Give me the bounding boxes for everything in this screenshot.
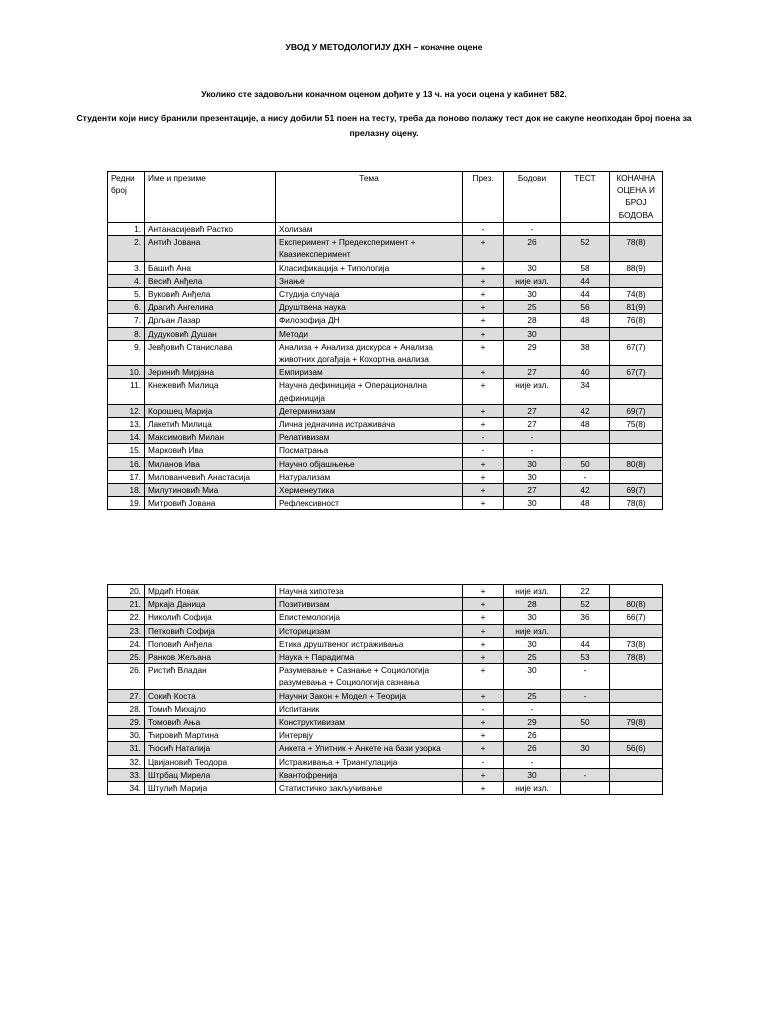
topic-cell: Натурализам bbox=[276, 470, 463, 483]
topic-cell: Филозофија ДН bbox=[276, 314, 463, 327]
topic-cell: Историцизам bbox=[276, 624, 463, 637]
presentation-mark: + bbox=[463, 664, 504, 689]
test-score: 58 bbox=[561, 261, 610, 274]
col-header-final: КОНАЧНА ОЦЕНА И БРОЈ БОДОВА bbox=[610, 172, 663, 223]
final-grade: 66(7) bbox=[610, 611, 663, 624]
row-number: 16. bbox=[108, 457, 145, 470]
points-value: 30 bbox=[504, 457, 561, 470]
points-value: 30 bbox=[504, 611, 561, 624]
student-name: Антић Јована bbox=[145, 236, 276, 261]
test-score: - bbox=[561, 664, 610, 689]
table-row bbox=[108, 742, 663, 755]
table-row bbox=[108, 689, 663, 702]
student-name: Штрбац Мирела bbox=[145, 768, 276, 781]
student-name: Марковић Ива bbox=[145, 444, 276, 457]
student-name: Вуковић Анђела bbox=[145, 288, 276, 301]
test-score: 52 bbox=[561, 598, 610, 611]
presentation-mark: + bbox=[463, 301, 504, 314]
presentation-mark: - bbox=[463, 444, 504, 457]
grades-table-2-body bbox=[108, 585, 663, 795]
student-name: Томовић Ања bbox=[145, 716, 276, 729]
table-row bbox=[108, 366, 663, 379]
student-name: Ристић Владан bbox=[145, 664, 276, 689]
points-value: - bbox=[504, 444, 561, 457]
row-number: 7. bbox=[108, 314, 145, 327]
presentation-mark: + bbox=[463, 585, 504, 598]
table-row bbox=[108, 274, 663, 287]
row-number: 1. bbox=[108, 223, 145, 236]
points-value: 30 bbox=[504, 288, 561, 301]
test-score bbox=[561, 223, 610, 236]
final-grade bbox=[610, 768, 663, 781]
test-score: 56 bbox=[561, 301, 610, 314]
final-grade bbox=[610, 664, 663, 689]
presentation-mark: + bbox=[463, 457, 504, 470]
row-number: 24. bbox=[108, 637, 145, 650]
presentation-mark: + bbox=[463, 742, 504, 755]
points-value: - bbox=[504, 223, 561, 236]
topic-cell: Посматрања bbox=[276, 444, 463, 457]
topic-cell: Класификација + Типологија bbox=[276, 261, 463, 274]
points-value: 27 bbox=[504, 366, 561, 379]
topic-cell: Друштвена наука bbox=[276, 301, 463, 314]
points-value: - bbox=[504, 755, 561, 768]
student-name: Јевђовић Станислава bbox=[145, 340, 276, 365]
test-score: 42 bbox=[561, 404, 610, 417]
topic-cell: Научна хипотеза bbox=[276, 585, 463, 598]
table-row bbox=[108, 664, 663, 689]
student-name: Петковић Софија bbox=[145, 624, 276, 637]
student-name: Јеринић Мирјана bbox=[145, 366, 276, 379]
topic-cell: Наука + Парадигма bbox=[276, 651, 463, 664]
final-grade bbox=[610, 624, 663, 637]
final-grade bbox=[610, 431, 663, 444]
table-header-row bbox=[108, 172, 663, 223]
final-grade: 67(7) bbox=[610, 340, 663, 365]
topic-cell: Анализа + Анализа дискурса + Анализа животних догађаја + Кохортна анализа bbox=[276, 340, 463, 365]
row-number: 6. bbox=[108, 301, 145, 314]
topic-cell: Лична једначина истраживача bbox=[276, 418, 463, 431]
final-grade bbox=[610, 782, 663, 795]
test-score: - bbox=[561, 470, 610, 483]
grades-table-1-body bbox=[108, 223, 663, 510]
test-score: - bbox=[561, 689, 610, 702]
row-number: 28. bbox=[108, 702, 145, 715]
student-name: Милутиновић Миа bbox=[145, 484, 276, 497]
points-value: 30 bbox=[504, 768, 561, 781]
points-value: 25 bbox=[504, 689, 561, 702]
presentation-mark: - bbox=[463, 431, 504, 444]
test-score bbox=[561, 431, 610, 444]
topic-cell: Детерминизам bbox=[276, 404, 463, 417]
student-name: Николић Софија bbox=[145, 611, 276, 624]
student-name: Корошец Марија bbox=[145, 404, 276, 417]
presentation-mark: + bbox=[463, 624, 504, 637]
points-value: 30 bbox=[504, 261, 561, 274]
topic-cell: Етика друштвеног истраживања bbox=[276, 637, 463, 650]
final-grade bbox=[610, 379, 663, 404]
topic-cell: Студија случаја bbox=[276, 288, 463, 301]
table-row bbox=[108, 223, 663, 236]
points-value: 26 bbox=[504, 236, 561, 261]
topic-cell: Анкета + Упитник + Анкете на бази узорка bbox=[276, 742, 463, 755]
table-row bbox=[108, 497, 663, 510]
final-grade: 67(7) bbox=[610, 366, 663, 379]
presentation-mark: + bbox=[463, 611, 504, 624]
col-header-presentation: През. bbox=[463, 172, 504, 223]
points-value: 27 bbox=[504, 418, 561, 431]
student-name: Штулић Марија bbox=[145, 782, 276, 795]
table-row bbox=[108, 404, 663, 417]
final-grade: 74(8) bbox=[610, 288, 663, 301]
test-score: - bbox=[561, 768, 610, 781]
final-grade bbox=[610, 702, 663, 715]
presentation-mark: - bbox=[463, 702, 504, 715]
presentation-mark: + bbox=[463, 484, 504, 497]
table-row bbox=[108, 637, 663, 650]
row-number: 17. bbox=[108, 470, 145, 483]
final-grade bbox=[610, 223, 663, 236]
points-value: 26 bbox=[504, 729, 561, 742]
row-number: 34. bbox=[108, 782, 145, 795]
row-number: 23. bbox=[108, 624, 145, 637]
col-header-number: Редни број bbox=[108, 172, 145, 223]
final-grade: 81(9) bbox=[610, 301, 663, 314]
row-number: 22. bbox=[108, 611, 145, 624]
table-row bbox=[108, 585, 663, 598]
points-value: 30 bbox=[504, 637, 561, 650]
points-value: 29 bbox=[504, 716, 561, 729]
final-grade: 69(7) bbox=[610, 484, 663, 497]
test-score: 48 bbox=[561, 497, 610, 510]
retake-note: Студенти који нису бранили презентације, а нису добили 51 поен на тесту, треба да поново полажу тест док не сакупе неопходан број поена за прелазну оцену. bbox=[76, 113, 692, 138]
presentation-mark: - bbox=[463, 223, 504, 236]
final-grade: 78(8) bbox=[610, 651, 663, 664]
test-score: 50 bbox=[561, 716, 610, 729]
student-name: Цвијановић Теодора bbox=[145, 755, 276, 768]
test-score bbox=[561, 327, 610, 340]
row-number: 2. bbox=[108, 236, 145, 261]
table-row bbox=[108, 340, 663, 365]
student-name: Драгић Ангелина bbox=[145, 301, 276, 314]
final-grade: 79(8) bbox=[610, 716, 663, 729]
final-grade: 88(9) bbox=[610, 261, 663, 274]
points-value: 26 bbox=[504, 742, 561, 755]
table-row bbox=[108, 444, 663, 457]
row-number: 10. bbox=[108, 366, 145, 379]
final-grade bbox=[610, 274, 663, 287]
row-number: 20. bbox=[108, 585, 145, 598]
points-value: није изл. bbox=[504, 782, 561, 795]
grades-table-2 bbox=[107, 584, 663, 795]
row-number: 15. bbox=[108, 444, 145, 457]
final-grade: 69(7) bbox=[610, 404, 663, 417]
points-value: 28 bbox=[504, 598, 561, 611]
test-score: 50 bbox=[561, 457, 610, 470]
points-value: 30 bbox=[504, 327, 561, 340]
table-row bbox=[108, 236, 663, 261]
points-value: није изл. bbox=[504, 379, 561, 404]
points-value: 30 bbox=[504, 664, 561, 689]
table-row bbox=[108, 431, 663, 444]
row-number: 9. bbox=[108, 340, 145, 365]
topic-cell: Емпиризам bbox=[276, 366, 463, 379]
topic-cell: Знање bbox=[276, 274, 463, 287]
table-row bbox=[108, 755, 663, 768]
table-row bbox=[108, 729, 663, 742]
presentation-mark: + bbox=[463, 327, 504, 340]
test-score: 44 bbox=[561, 288, 610, 301]
row-number: 33. bbox=[108, 768, 145, 781]
presentation-mark: + bbox=[463, 261, 504, 274]
table-row bbox=[108, 702, 663, 715]
test-score: 48 bbox=[561, 314, 610, 327]
test-score: 53 bbox=[561, 651, 610, 664]
table-row bbox=[108, 327, 663, 340]
table-row bbox=[108, 288, 663, 301]
student-name: Сокић Коста bbox=[145, 689, 276, 702]
presentation-mark: + bbox=[463, 716, 504, 729]
final-grade bbox=[610, 585, 663, 598]
table-row bbox=[108, 379, 663, 404]
student-name: Лакетић Милица bbox=[145, 418, 276, 431]
points-value: није изл. bbox=[504, 274, 561, 287]
student-name: Митровић Јована bbox=[145, 497, 276, 510]
final-grade bbox=[610, 689, 663, 702]
presentation-mark: + bbox=[463, 379, 504, 404]
presentation-mark: + bbox=[463, 314, 504, 327]
student-name: Мрдић Новак bbox=[145, 585, 276, 598]
topic-cell: Епистемологија bbox=[276, 611, 463, 624]
row-number: 29. bbox=[108, 716, 145, 729]
test-score: 36 bbox=[561, 611, 610, 624]
row-number: 27. bbox=[108, 689, 145, 702]
points-value: није изл. bbox=[504, 624, 561, 637]
table-row bbox=[108, 301, 663, 314]
points-value: 28 bbox=[504, 314, 561, 327]
final-grade: 78(8) bbox=[610, 497, 663, 510]
row-number: 11. bbox=[108, 379, 145, 404]
presentation-mark: + bbox=[463, 768, 504, 781]
final-grade bbox=[610, 470, 663, 483]
table-row bbox=[108, 314, 663, 327]
points-value: - bbox=[504, 702, 561, 715]
table-row bbox=[108, 651, 663, 664]
points-value: 30 bbox=[504, 470, 561, 483]
test-score bbox=[561, 444, 610, 457]
topic-cell: Рефлексивност bbox=[276, 497, 463, 510]
row-number: 31. bbox=[108, 742, 145, 755]
col-header-test: ТЕСТ bbox=[561, 172, 610, 223]
presentation-mark: - bbox=[463, 755, 504, 768]
table-row bbox=[108, 261, 663, 274]
presentation-mark: + bbox=[463, 651, 504, 664]
test-score: 42 bbox=[561, 484, 610, 497]
topic-cell: Испитаник bbox=[276, 702, 463, 715]
presentation-mark: + bbox=[463, 404, 504, 417]
row-number: 5. bbox=[108, 288, 145, 301]
test-score: 52 bbox=[561, 236, 610, 261]
row-number: 3. bbox=[108, 261, 145, 274]
topic-cell: Истраживања + Триангулација bbox=[276, 755, 463, 768]
presentation-mark: + bbox=[463, 782, 504, 795]
final-grade bbox=[610, 755, 663, 768]
topic-cell: Научна дефиниција + Операционална дефиниција bbox=[276, 379, 463, 404]
row-number: 14. bbox=[108, 431, 145, 444]
topic-cell: Разумевање + Сазнање + Социологија разумевања + Социологија сазнања bbox=[276, 664, 463, 689]
grades-table-1 bbox=[107, 171, 663, 510]
student-name: Ранков Жељана bbox=[145, 651, 276, 664]
presentation-mark: + bbox=[463, 470, 504, 483]
topic-cell: Интервју bbox=[276, 729, 463, 742]
table-row bbox=[108, 470, 663, 483]
student-name: Ћировић Мартина bbox=[145, 729, 276, 742]
presentation-mark: + bbox=[463, 598, 504, 611]
final-grade: 75(8) bbox=[610, 418, 663, 431]
student-name: Башић Ана bbox=[145, 261, 276, 274]
student-name: Поповић Анђела bbox=[145, 637, 276, 650]
test-score bbox=[561, 782, 610, 795]
table-row bbox=[108, 598, 663, 611]
topic-cell: Квантофренија bbox=[276, 768, 463, 781]
presentation-mark: + bbox=[463, 366, 504, 379]
test-score bbox=[561, 624, 610, 637]
test-score: 48 bbox=[561, 418, 610, 431]
row-number: 19. bbox=[108, 497, 145, 510]
table-row bbox=[108, 716, 663, 729]
student-name: Антанасијевић Растко bbox=[145, 223, 276, 236]
presentation-mark: + bbox=[463, 729, 504, 742]
test-score: 40 bbox=[561, 366, 610, 379]
presentation-mark: + bbox=[463, 689, 504, 702]
test-score: 22 bbox=[561, 585, 610, 598]
col-header-topic: Тема bbox=[276, 172, 463, 223]
row-number: 21. bbox=[108, 598, 145, 611]
topic-cell: Конструктивизам bbox=[276, 716, 463, 729]
points-value: није изл. bbox=[504, 585, 561, 598]
page-title: УВОД У МЕТОДОЛОГИЈУ ДХН – коначне оцене bbox=[285, 42, 483, 52]
topic-cell: Научни Закон + Модел + Теорија bbox=[276, 689, 463, 702]
final-grade: 76(8) bbox=[610, 314, 663, 327]
student-name: Кнежевић Милица bbox=[145, 379, 276, 404]
test-score bbox=[561, 755, 610, 768]
col-header-name: Име и презиме bbox=[145, 172, 276, 223]
topic-cell: Експеримент + Предексперимент + Квазиексперимент bbox=[276, 236, 463, 261]
topic-cell: Холизам bbox=[276, 223, 463, 236]
row-number: 26. bbox=[108, 664, 145, 689]
points-value: 30 bbox=[504, 497, 561, 510]
row-number: 12. bbox=[108, 404, 145, 417]
final-grade: 73(8) bbox=[610, 637, 663, 650]
final-grade bbox=[610, 729, 663, 742]
final-grade: 80(8) bbox=[610, 457, 663, 470]
test-score bbox=[561, 729, 610, 742]
table-row bbox=[108, 782, 663, 795]
row-number: 8. bbox=[108, 327, 145, 340]
student-name: Дрљан Лазар bbox=[145, 314, 276, 327]
presentation-mark: + bbox=[463, 340, 504, 365]
test-score: 44 bbox=[561, 274, 610, 287]
points-value: 25 bbox=[504, 301, 561, 314]
row-number: 13. bbox=[108, 418, 145, 431]
points-value: - bbox=[504, 431, 561, 444]
final-grade: 78(8) bbox=[610, 236, 663, 261]
final-grade bbox=[610, 444, 663, 457]
presentation-mark: + bbox=[463, 274, 504, 287]
row-number: 30. bbox=[108, 729, 145, 742]
points-value: 25 bbox=[504, 651, 561, 664]
final-grade: 80(8) bbox=[610, 598, 663, 611]
table-row bbox=[108, 768, 663, 781]
test-score bbox=[561, 702, 610, 715]
points-value: 27 bbox=[504, 404, 561, 417]
row-number: 4. bbox=[108, 274, 145, 287]
student-name: Ћосић Наталија bbox=[145, 742, 276, 755]
final-grade: 56(6) bbox=[610, 742, 663, 755]
test-score: 30 bbox=[561, 742, 610, 755]
topic-cell: Херменеутика bbox=[276, 484, 463, 497]
student-name: Мркаја Даница bbox=[145, 598, 276, 611]
student-name: Миланов Ива bbox=[145, 457, 276, 470]
topic-cell: Позитивизам bbox=[276, 598, 463, 611]
table-row bbox=[108, 484, 663, 497]
presentation-mark: + bbox=[463, 497, 504, 510]
points-value: 29 bbox=[504, 340, 561, 365]
student-name: Милованчевић Анастасија bbox=[145, 470, 276, 483]
test-score: 38 bbox=[561, 340, 610, 365]
table-row bbox=[108, 624, 663, 637]
row-number: 32. bbox=[108, 755, 145, 768]
final-grade bbox=[610, 327, 663, 340]
student-name: Дудуковић Душан bbox=[145, 327, 276, 340]
col-header-points: Бодови bbox=[504, 172, 561, 223]
topic-cell: Научно објашњење bbox=[276, 457, 463, 470]
presentation-mark: + bbox=[463, 288, 504, 301]
table-row bbox=[108, 457, 663, 470]
instruction-note: Уколико сте задовољни коначном оценом дођите у 13 ч. на уоси оцена у кабинет 582. bbox=[201, 89, 567, 99]
points-value: 27 bbox=[504, 484, 561, 497]
presentation-mark: + bbox=[463, 418, 504, 431]
row-number: 18. bbox=[108, 484, 145, 497]
table-row bbox=[108, 611, 663, 624]
presentation-mark: + bbox=[463, 236, 504, 261]
topic-cell: Методи bbox=[276, 327, 463, 340]
table-row bbox=[108, 418, 663, 431]
row-number: 25. bbox=[108, 651, 145, 664]
student-name: Весић Анђела bbox=[145, 274, 276, 287]
student-name: Максимовић Милан bbox=[145, 431, 276, 444]
topic-cell: Релативизам bbox=[276, 431, 463, 444]
test-score: 44 bbox=[561, 637, 610, 650]
topic-cell: Статистичко закључивање bbox=[276, 782, 463, 795]
test-score: 34 bbox=[561, 379, 610, 404]
presentation-mark: + bbox=[463, 637, 504, 650]
student-name: Томић Михајло bbox=[145, 702, 276, 715]
